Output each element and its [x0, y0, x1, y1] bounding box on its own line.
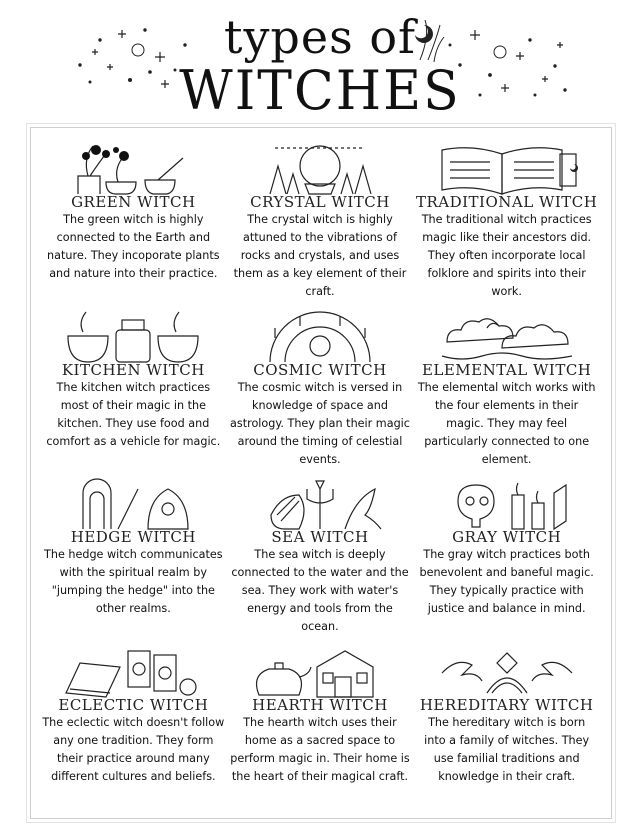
card-hereditary-witch — [413, 643, 600, 811]
card-title: CRYSTAL WITCH — [250, 193, 390, 211]
card-eclectic-witch — [40, 643, 227, 811]
crystal-ball-icon — [245, 140, 395, 196]
books-tarot-icon — [58, 643, 208, 699]
page-title: WITCHES — [179, 59, 461, 123]
card-description: The kitchen witch practices most of their magic in the kitchen. They use food and comfort as a vehicle for magic. — [46, 380, 221, 448]
card-elemental-witch — [413, 308, 600, 476]
hands-birds-icon — [432, 643, 582, 699]
card-crystal-witch — [227, 140, 414, 308]
card-description: The hereditary witch is born into a family of witches. They use familial traditions and knowledge in their craft. — [424, 715, 590, 783]
header — [0, 0, 640, 125]
card-description: The crystal witch is highly attuned to the vibrations of rocks and crystals, and uses them as a key element of their craft. — [233, 213, 407, 298]
card-green-witch — [40, 140, 227, 308]
card-title: TRADITIONAL WITCH — [415, 193, 598, 211]
card-title: KITCHEN WITCH — [61, 360, 205, 379]
trident-shell-icon — [245, 475, 395, 531]
teapot-house-icon — [245, 643, 395, 699]
cauldron-jars-icon — [58, 308, 208, 364]
card-description: The traditional witch practices magic like their ancestors did. They often incorporate local folklore and spirits into their work. — [421, 213, 592, 298]
card-description: The green witch is highly connected to the Earth and nature. They incoporate plants and nature into their practice. — [47, 213, 220, 280]
card-title: GRAY WITCH — [452, 528, 562, 546]
card-title: HEDGE WITCH — [70, 528, 196, 546]
card-title: COSMIC WITCH — [253, 360, 387, 379]
card-traditional-witch — [413, 140, 600, 308]
card-description: The gray witch practices both benevolent and baneful magic. They typically practice with justice and balance in mind. — [419, 548, 594, 615]
card-title: SEA WITCH — [271, 528, 369, 546]
spellbook-icon — [432, 140, 582, 196]
card-hearth-witch — [227, 643, 414, 811]
card-description: The cosmic witch is versed in knowledge of space and astrology. They plan their magic around the timing of celestial events. — [230, 380, 410, 466]
card-description: The hedge witch communicates with the spiritual realm by "jumping the hedge" into the other realms. — [44, 548, 223, 615]
skull-candles-icon — [432, 475, 582, 531]
herbs-mortar-icon — [58, 140, 208, 196]
card-gray-witch — [413, 475, 600, 643]
witch-grid — [40, 140, 600, 810]
card-description: The eclectic witch doesn't follow any one tradition. They form their practice around many different cultures and beliefs. — [42, 715, 225, 783]
card-sea-witch — [227, 475, 414, 643]
card-hedge-witch — [40, 475, 227, 643]
card-description: The hearth witch uses their home as a sacred space to perform magic in. Their home is the heart of their magical craft. — [230, 715, 410, 783]
zodiac-wheel-icon — [245, 308, 395, 364]
clouds-wind-icon — [432, 308, 582, 364]
card-title: HEARTH WITCH — [252, 695, 388, 714]
card-title: ECLECTIC WITCH — [58, 695, 209, 714]
card-description: The elemental witch works with the four elements in their magic. They may feel particularly connected to one element. — [417, 380, 596, 466]
card-kitchen-witch — [40, 308, 227, 476]
card-cosmic-witch — [227, 308, 414, 476]
card-description: The sea witch is deeply connected to the water and the sea. They work with water's energy and tools from the ocean. — [231, 548, 409, 633]
card-title: ELEMENTAL WITCH — [421, 360, 592, 379]
card-title: GREEN WITCH — [71, 193, 196, 211]
title-types-of: types of — [223, 10, 417, 64]
door-ouija-icon — [58, 475, 208, 531]
card-title: HEREDITARY WITCH — [419, 695, 594, 714]
